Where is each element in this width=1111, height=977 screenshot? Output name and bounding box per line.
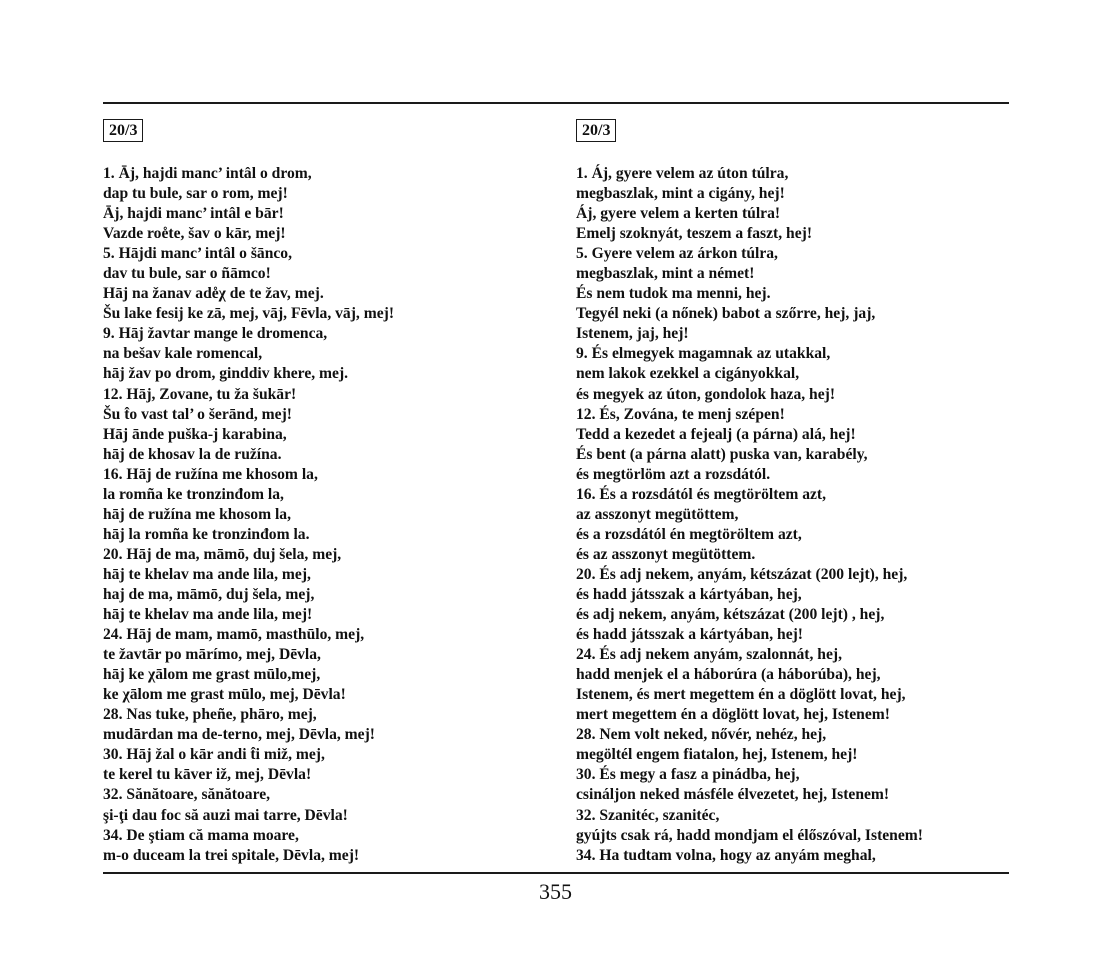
top-rule [103, 102, 1009, 104]
verse-line: dav tu bule, sar o ñāmco! [103, 265, 271, 283]
verse-line: 9. És elmegyek magamnak az utakkal, [576, 345, 831, 363]
verse-line: És bent (a párna alatt) puska van, karabély, [576, 445, 868, 463]
verse-line: 32. Szanitéc, szanitéc, [576, 806, 720, 824]
verse-line: 30. Hāj žal o kār andi t̂i miž, mej, [103, 746, 325, 764]
verse-line: és az asszonyt megütöttem. [576, 545, 756, 563]
bottom-rule [103, 872, 1009, 874]
verse-line: hāj žav po drom, ginddiv khere, mej. [103, 365, 349, 383]
verse-line: megbaszlak, mint a cigány, hej! [576, 185, 785, 203]
verse-line: m-o duceam la trei spitale, Dēvla, mej! [103, 846, 360, 864]
verse-line: 30. És megy a fasz a pinádba, hej, [576, 766, 800, 784]
verse-line: megbaszlak, mint a német! [576, 265, 755, 283]
verse-line: haj de ma, māmō, duj šela, mej, [103, 585, 315, 603]
verse-line: 28. Nas tuke, pheñe, phāro, mej, [103, 706, 317, 724]
verse-line: ke χālom me grast mūlo, mej, Dēvla! [103, 686, 346, 704]
verse-line: Vazde roe̊te, šav o kār, mej! [103, 225, 286, 243]
verse-line: hāj te khelav ma ande lila, mej, [103, 565, 311, 583]
verse-line: 12. Hāj, Zovane, tu ža šukār! [103, 385, 297, 403]
verse-line: 20. És adj nekem, anyám, kétszázat (200 lejt), hej, [576, 565, 908, 583]
verse-line: 5. Hājdi manc’ intâl o šānco, [103, 245, 293, 263]
verse-line: 24. És adj nekem anyám, szalonnát, hej, [576, 646, 842, 664]
verse-line: 32. Sănătoare, sănătoare, [103, 786, 271, 804]
verse-list-right [576, 164, 1006, 866]
verse-line: Istenem, és mert megettem én a döglött lovat, hej, [576, 686, 906, 704]
verse-line: Hāj na žanav ade̊χ de te žav, mej. [103, 285, 324, 303]
left-column-romani [103, 119, 553, 866]
verse-line: Tegyél neki (a nőnek) babot a szőrre, hej, jaj, [576, 305, 876, 323]
song-label-right: 20/3 [576, 119, 616, 142]
verse-line: csináljon neked másféle élvezetet, hej, Istenem! [576, 786, 890, 804]
verse-line: 9. Hāj žavtar mange le dromenca, [103, 325, 328, 343]
verse-line: dap tu bule, sar o rom, mej! [103, 185, 288, 203]
verse-line: hadd menjek el a háborúra (a háborúba), hej, [576, 666, 881, 684]
verse-line: na bešav kale romencal, [103, 345, 263, 363]
verse-line: 20. Hāj de ma, māmō, duj šela, mej, [103, 545, 342, 563]
verse-line: hāj te khelav ma ande lila, mej! [103, 606, 313, 624]
verse-line: és megtörlöm azt a rozsdától. [576, 465, 771, 483]
verse-line: és hadd játsszak a kártyában, hej, [576, 585, 802, 603]
verse-line: la romña ke tronzinđom la, [103, 485, 284, 503]
verse-line: Šu lake fesij ke zā, mej, vāj, Fēvla, vāj, mej! [103, 305, 395, 323]
verse-line: te žavtār po mārímo, mej, Dēvla, [103, 646, 321, 664]
verse-line: Áj, gyere velem a kerten túlra! [576, 205, 781, 223]
verse-line: 24. Hāj de mam, mamō, masthūlo, mej, [103, 626, 365, 644]
verse-line: nem lakok ezekkel a cigányokkal, [576, 365, 800, 383]
verse-line: gyújts csak rá, hadd mondjam el élőszóval, Istenem! [576, 826, 923, 844]
verse-line: 1. Áj, gyere velem az úton túlra, [576, 165, 789, 182]
verse-line: és megyek az úton, gondolok haza, hej! [576, 385, 836, 403]
verse-line: 34. De ştiam că mama moare, [103, 826, 299, 844]
song-label-left: 20/3 [103, 119, 143, 142]
verse-line: 28. Nem volt neked, nővér, nehéz, hej, [576, 726, 827, 744]
verse-line: és adj nekem, anyám, kétszázat (200 lejt) , hej, [576, 606, 885, 624]
verse-line: mert megettem én a döglött lovat, hej, Istenem! [576, 706, 890, 724]
verse-line: És nem tudok ma menni, hej. [576, 285, 771, 303]
verse-line: Emelj szoknyát, teszem a faszt, hej! [576, 225, 813, 243]
verse-line: 16. Hāj de ružína me khosom la, [103, 465, 318, 483]
verse-line: Tedd a kezedet a fejealj (a párna) alá, hej! [576, 425, 856, 443]
verse-line: hāj la romña ke tronzinđom la. [103, 525, 310, 543]
verse-list-left [103, 164, 553, 866]
verse-line: és a rozsdától én megtöröltem azt, [576, 525, 802, 543]
verse-line: hāj ke χālom me grast mūlo,mej, [103, 666, 321, 684]
verse-line: Āj, hajdi manc’ intâl e bār! [103, 205, 284, 223]
verse-line: hāj de ružína me khosom la, [103, 505, 292, 523]
verse-line: mudārdan ma de-terno, mej, Dēvla, mej! [103, 726, 375, 744]
verse-line: te kerel tu kāver iž, mej, Dēvla! [103, 766, 312, 784]
verse-line: az asszonyt megütöttem, [576, 505, 739, 523]
page-number: 355 [539, 879, 572, 904]
verse-line: Istenem, jaj, hej! [576, 325, 689, 343]
verse-line: Šu t̂o vast tal’ o šerānd, mej! [103, 405, 292, 423]
verse-line: 5. Gyere velem az árkon túlra, [576, 245, 778, 263]
verse-line: 1. Āj, hajdi manc’ intâl o drom, [103, 165, 312, 182]
verse-line: hāj de khosav la de ružína. [103, 445, 282, 463]
verse-line: 12. És, Zována, te menj szépen! [576, 405, 785, 423]
verse-line: şi-ţi dau foc să auzi mai tarre, Dēvla! [103, 806, 348, 824]
right-column-hungarian [576, 119, 1006, 866]
verse-line: megöltél engem fiatalon, hej, Istenem, hej! [576, 746, 858, 764]
verse-line: 34. Ha tudtam volna, hogy az anyám meghal, [576, 846, 876, 864]
verse-line: és hadd játsszak a kártyában, hej! [576, 626, 804, 644]
verse-line: Hāj ānde puška-j karabina, [103, 425, 287, 443]
verse-line: 16. És a rozsdától és megtöröltem azt, [576, 485, 827, 503]
